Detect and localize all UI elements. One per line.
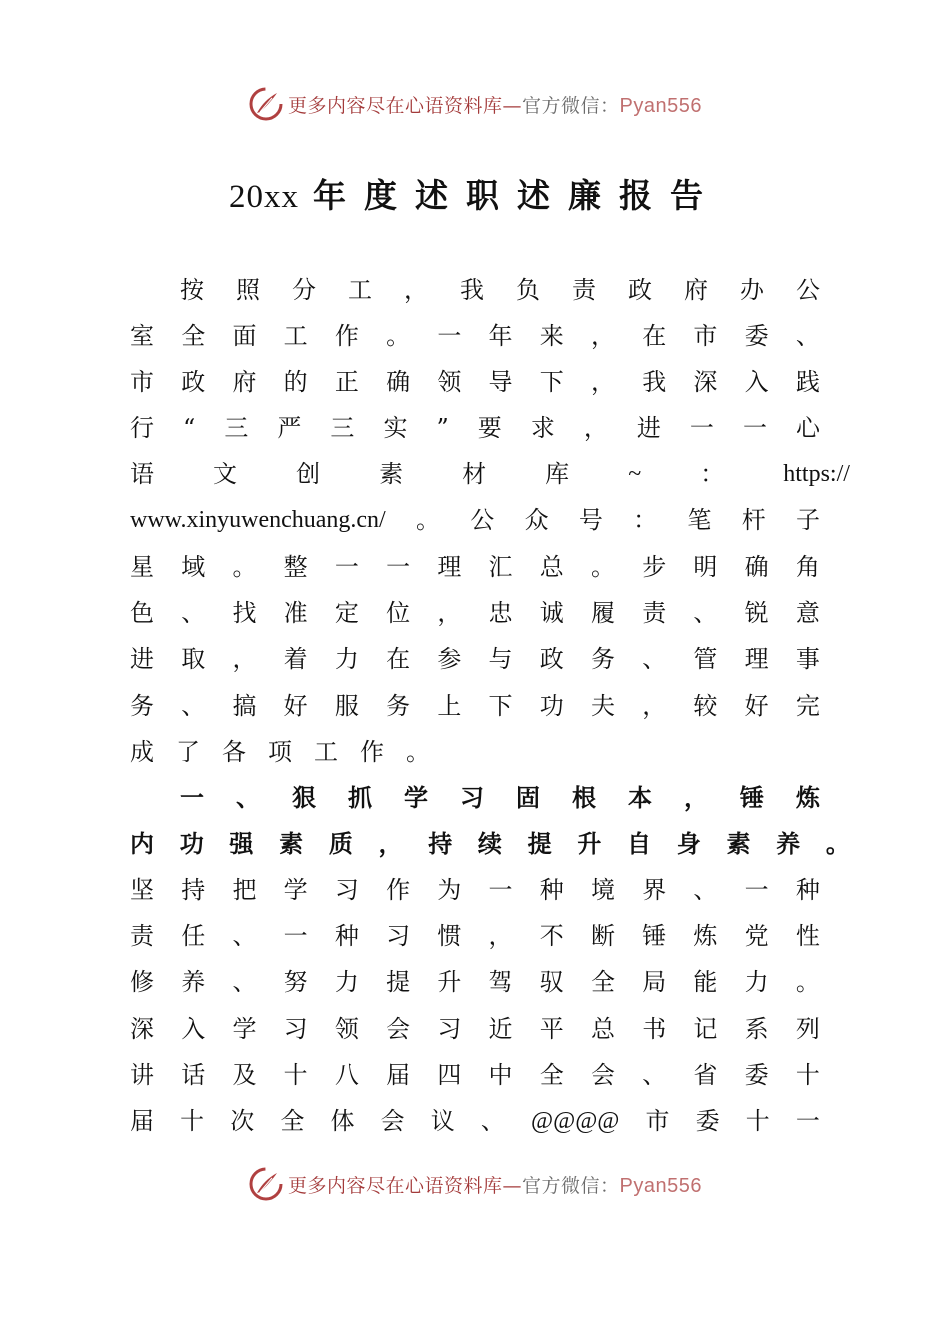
paragraph-line: 讲 话 及 十 八 届 四 中 全 会 、 省 委 十 xyxy=(130,1061,820,1089)
section-heading-line: 一 、 狠 抓 学 习 固 根 本 ， 锤 炼 xyxy=(180,783,820,812)
paragraph-line: 语 文 创 素 材 库 ~ ： https:// xyxy=(130,460,850,488)
feather-logo-icon xyxy=(248,1166,284,1202)
feather-logo-icon xyxy=(248,86,284,122)
title-text: 年度述职述廉报告 xyxy=(313,176,721,215)
watermark-banner-top xyxy=(0,82,950,126)
watermark-text: 更多内容尽在心语资料库—官方微信：Pyan556 xyxy=(288,1174,702,1197)
paragraph-line: www.xinyuwenchuang.cn/ 。 公 众 号 ： 笔 杆 子 xyxy=(130,506,820,534)
paragraph-line: 按 照 分 工 ， 我 负 责 政 府 办 公 xyxy=(180,276,820,304)
paragraph-line: 成了各项工作。 xyxy=(130,738,452,766)
watermark-text: 更多内容尽在心语资料库—官方微信：Pyan556 xyxy=(288,94,702,117)
title-year: 20xx xyxy=(229,179,299,215)
paragraph-line: 室 全 面 工 作 。 一 年 来 ， 在 市 委 、 xyxy=(130,322,820,350)
watermark-banner-bottom xyxy=(0,1162,950,1206)
paragraph-line: 务 、 搞 好 服 务 上 下 功 夫 ， 较 好 完 xyxy=(130,692,820,720)
paragraph-line: 坚 持 把 学 习 作 为 一 种 境 界 、 一 种 xyxy=(130,876,820,904)
paragraph-line: 色 、 找 准 定 位 ， 忠 诚 履 责 、 锐 意 xyxy=(130,599,820,627)
paragraph-line: 届 十 次 全 体 会 议 、 @@@@ 市 委 十 一 xyxy=(130,1107,820,1135)
paragraph-line: 责 任 、 一 种 习 惯 ， 不 断 锤 炼 党 性 xyxy=(130,922,820,950)
paragraph-line: 市 政 府 的 正 确 领 导 下 ， 我 深 入 践 xyxy=(130,368,820,396)
paragraph-line: 深 入 学 习 领 会 习 近 平 总 书 记 系 列 xyxy=(130,1015,820,1043)
paragraph-line: 行 “ 三 严 三 实 ” 要 求 ， 进 一 一 心 xyxy=(130,414,820,442)
paragraph-line: 进 取 ， 着 力 在 参 与 政 务 、 管 理 事 xyxy=(130,645,820,673)
paragraph-line: 星 域 。 整 一 一 理 汇 总 。 步 明 确 角 xyxy=(130,553,820,581)
page-title xyxy=(0,170,950,217)
section-heading-line: 内 功 强 素 质 ， 持 续 提 升 自 身 素 养 。 xyxy=(130,829,850,858)
paragraph-line: 修 养 、 努 力 提 升 驾 驭 全 局 能 力 。 xyxy=(130,968,820,996)
